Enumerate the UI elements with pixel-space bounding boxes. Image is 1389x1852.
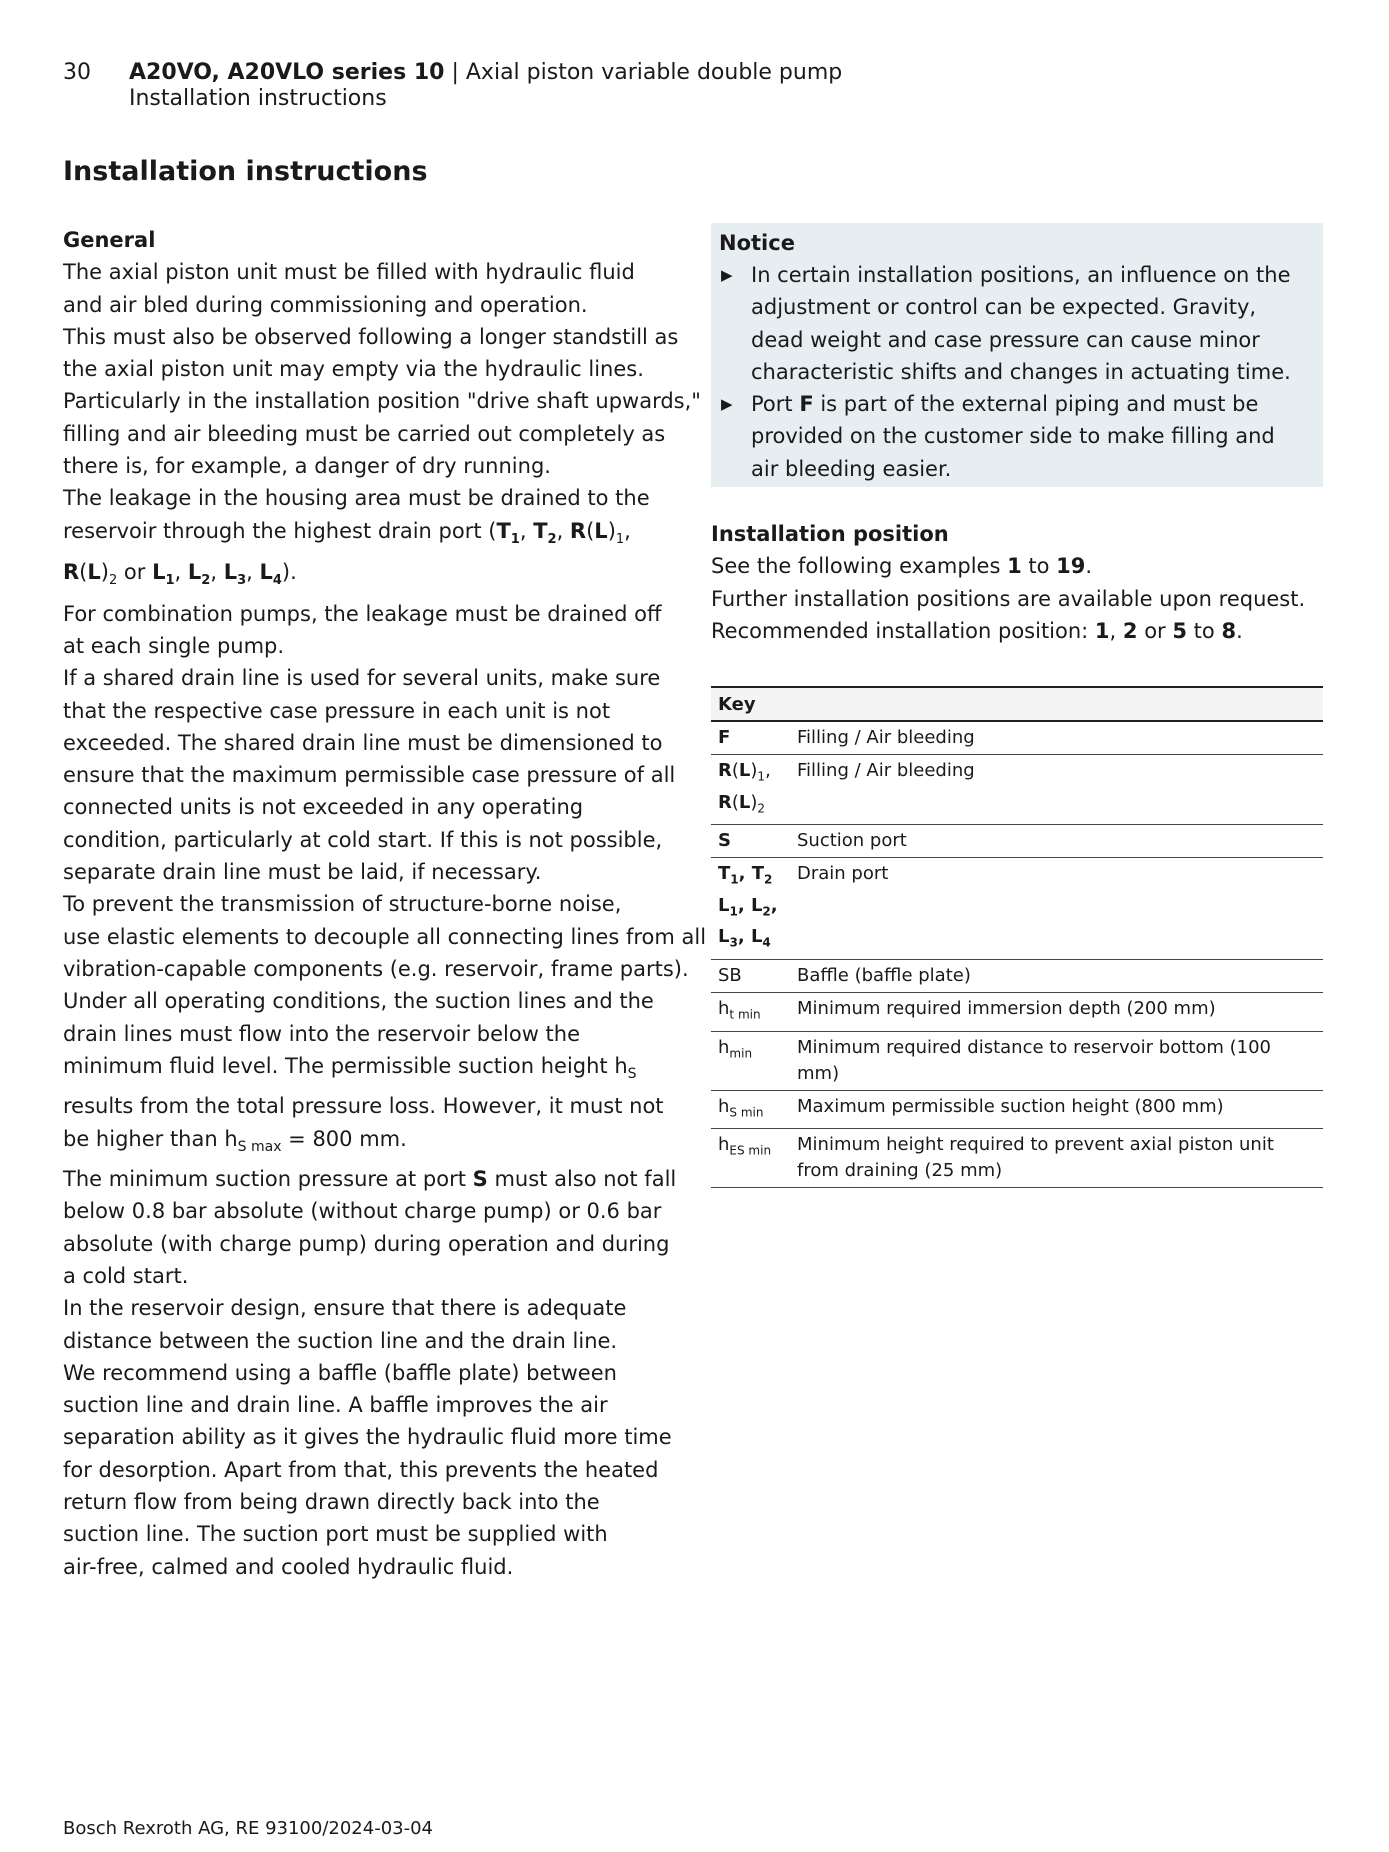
table-row <box>711 1031 1323 1090</box>
text-line: To prevent the transmission of structure-borne noise, <box>63 892 622 917</box>
text-line: We recommend using a baffle (baffle plate) between <box>63 1360 617 1385</box>
text-line <box>63 1163 683 1195</box>
text-span: must also not fall <box>487 1167 677 1192</box>
text-line: distance between the suction line and the drain line. <box>63 1328 618 1353</box>
general-section <box>63 224 707 1583</box>
text-line: separation ability as it gives the hydraulic fluid more time <box>63 1425 672 1450</box>
subscript: ES min <box>729 1143 772 1158</box>
key-description: Drain port <box>797 863 889 885</box>
text-line: a cold start. <box>63 1263 189 1288</box>
notice-item-continued: dead weight and case pressure can cause minor <box>751 327 1260 352</box>
subscript: S <box>627 1065 637 1082</box>
text-span: = 800 mm. <box>281 1126 407 1151</box>
key-symbol: S <box>718 830 731 852</box>
symbol-letter: h <box>718 1095 730 1117</box>
header-title <box>129 60 842 86</box>
text-line: drain lines must flow into the reservoir below the <box>63 1021 581 1046</box>
text-line: that the respective case pressure in each unit is not <box>63 698 611 723</box>
table-row <box>711 1090 1323 1129</box>
text-line: reservoir through the highest drain port ($T_1$, $T_2$, $R(L)_1$, <box>63 518 631 547</box>
key-description: Minimum height required to prevent axial piston unit from draining (25 mm) <box>797 1134 1274 1182</box>
text-span: to <box>1187 618 1222 643</box>
symbol-letter: h <box>718 1036 730 1058</box>
table-row <box>711 755 1323 825</box>
text-line: and air bled during commissioning and operation. <box>63 292 588 317</box>
text-line: below 0.8 bar absolute (without charge pump) or 0.6 bar <box>63 1199 662 1224</box>
subscript: S min <box>729 1105 764 1120</box>
key-header: Key <box>718 693 756 715</box>
example-number: 5 <box>1172 618 1187 643</box>
text-line: separate drain line must be laid, if necessary. <box>63 860 542 885</box>
notice-item <box>719 259 1319 291</box>
key-description: Baffle (baffle plate) <box>797 964 971 986</box>
text-span: . <box>1236 618 1243 643</box>
text-span: In certain installation positions, an influence on the <box>751 263 1291 287</box>
key-table <box>711 686 1323 1188</box>
text-line <box>63 1050 683 1090</box>
key-symbol <box>711 1031 797 1090</box>
text-line: $R(L)_2$ or $L_1$, $L_2$, $L_3$, $L_4$). <box>63 560 297 589</box>
key-description: Minimum required distance to reservoir bottom (100 mm) <box>797 1036 1271 1084</box>
text-line: suction line and drain line. A baffle improves the air <box>63 1393 608 1418</box>
key-description: Suction port <box>797 830 907 852</box>
text-line: exceeded. The shared drain line must be dimensioned to <box>63 730 663 755</box>
example-number: 1 <box>1094 618 1110 643</box>
port-label: F <box>799 392 814 417</box>
text-line: filling and air bleeding must be carried out completely as <box>63 421 666 446</box>
text-line: for desorption. Apart from that, this prevents the heated <box>63 1457 659 1482</box>
text-line: The leakage in the housing area must be drained to the <box>63 486 650 511</box>
text-line: condition, particularly at cold start. If this is not possible, <box>63 827 663 852</box>
text-line: suction line. The suction port must be supplied with <box>63 1522 608 1547</box>
text-line: This must also be observed following a longer standstill as <box>63 324 679 349</box>
page-footer: Bosch Rexroth AG, RE 93100/2024-03-04 <box>63 1818 434 1839</box>
text-line: absolute (with charge pump) during operation and during <box>63 1231 670 1256</box>
text-line: connected units is not exceeded in any operating <box>63 795 584 820</box>
text-span: is part of the external piping and must be <box>813 392 1259 417</box>
text-line <box>711 615 1305 647</box>
text-line: return flow from being drawn directly back into the <box>63 1490 600 1515</box>
key-symbol <box>711 992 797 1031</box>
triangle-bullet-icon: ▶ <box>721 395 733 414</box>
port-label: S <box>472 1167 488 1192</box>
text-span: be higher than h <box>63 1126 238 1151</box>
subscript: min <box>729 1046 753 1061</box>
notice-box <box>711 223 1323 487</box>
key-symbol <box>711 1129 797 1188</box>
key-description: Minimum required immersion depth (200 mm) <box>797 997 1216 1019</box>
text-span: Port <box>751 392 800 417</box>
table-row <box>711 992 1323 1031</box>
triangle-bullet-icon: ▶ <box>721 266 733 284</box>
text-line: the axial piston unit may empty via the hydraulic lines. <box>63 357 644 382</box>
table-row <box>711 858 1323 960</box>
notice-item <box>719 388 1319 420</box>
general-title: General <box>63 228 156 252</box>
text-span: to <box>1021 554 1057 579</box>
text-line: Further installation positions are available upon request. <box>711 586 1306 611</box>
header-description: | Axial piston variable double pump <box>444 60 843 85</box>
installation-position-section <box>711 518 1305 647</box>
text-line: there is, for example, a danger of dry running. <box>63 454 551 479</box>
text-line: If a shared drain line is used for several units, make sure <box>63 666 661 691</box>
key-symbol: $T_1$, $T_2$ $L_1$, $L_2$, $L_3$, $L_4$ <box>718 863 778 950</box>
text-line: vibration-capable components (e.g. reservoir, frame parts). <box>63 956 689 981</box>
example-number: 19 <box>1056 554 1086 579</box>
key-symbol: $R(L)_1$, $R(L)_2$ <box>718 760 771 816</box>
text-line: use elastic elements to decouple all connecting lines from all <box>63 924 707 949</box>
page-number: 30 <box>63 60 91 85</box>
text-line: In the reservoir design, ensure that there is adequate <box>63 1296 627 1321</box>
text-line <box>711 550 1305 582</box>
text-span: minimum fluid level. The permissible suction height h <box>63 1053 628 1078</box>
text-line: The axial piston unit must be filled with hydraulic fluid <box>63 260 635 285</box>
table-row <box>711 1129 1323 1188</box>
notice-list <box>719 259 1319 485</box>
notice-item-continued: characteristic shifts and changes in actuating time. <box>751 359 1291 384</box>
key-symbol: F <box>718 727 731 748</box>
notice-item-continued: provided on the customer side to make filling and <box>751 424 1275 449</box>
symbol-letter: h <box>718 1134 730 1156</box>
text-line: Under all operating conditions, the suction lines and the <box>63 989 654 1014</box>
text-line: ensure that the maximum permissible case pressure of all <box>63 763 676 788</box>
text-span: See the following examples <box>711 554 1008 579</box>
text-span: The minimum suction pressure at port <box>63 1167 473 1192</box>
text-span: Recommended installation position: <box>711 618 1095 643</box>
header-series: A20VO, A20VLO series 10 <box>129 60 445 85</box>
subscript: S max <box>237 1138 282 1155</box>
table-row <box>711 959 1323 992</box>
text-line: results from the total pressure loss. However, it must not <box>63 1094 664 1119</box>
key-description: Filling / Air bleeding <box>797 760 975 781</box>
page-title: Installation instructions <box>63 156 428 187</box>
notice-title: Notice <box>719 231 795 255</box>
symbol-letter: h <box>718 997 730 1019</box>
text-line <box>63 1123 683 1163</box>
table-row <box>711 825 1323 858</box>
subscript: t min <box>729 1007 761 1022</box>
example-number: 8 <box>1221 618 1237 643</box>
text-span: or <box>1137 618 1173 643</box>
text-span: reservoir through the highest drain port ( <box>63 518 497 543</box>
key-table-header <box>711 687 1323 721</box>
text-line: at each single pump. <box>63 633 285 658</box>
example-number: 2 <box>1122 618 1138 643</box>
key-description: Filling / Air bleeding <box>797 727 975 748</box>
key-symbol <box>711 1090 797 1129</box>
key-symbol: SB <box>718 964 742 986</box>
text-line: air-free, calmed and cooled hydraulic fluid. <box>63 1554 514 1579</box>
table-row <box>711 721 1323 755</box>
example-number: 1 <box>1007 554 1022 579</box>
notice-item-continued: adjustment or control can be expected. Gravity, <box>751 295 1257 320</box>
text-span: , <box>1109 618 1123 643</box>
running-header <box>129 60 842 112</box>
text-line: Particularly in the installation position "drive shaft upwards," <box>63 389 701 414</box>
text-span: . <box>1085 554 1093 579</box>
header-subtitle: Installation instructions <box>129 86 387 111</box>
installation-position-title: Installation position <box>711 522 949 546</box>
text-line: For combination pumps, the leakage must be drained off <box>63 601 662 626</box>
key-description: Maximum permissible suction height (800 mm) <box>797 1095 1224 1117</box>
notice-item-continued: air bleeding easier. <box>751 456 952 481</box>
